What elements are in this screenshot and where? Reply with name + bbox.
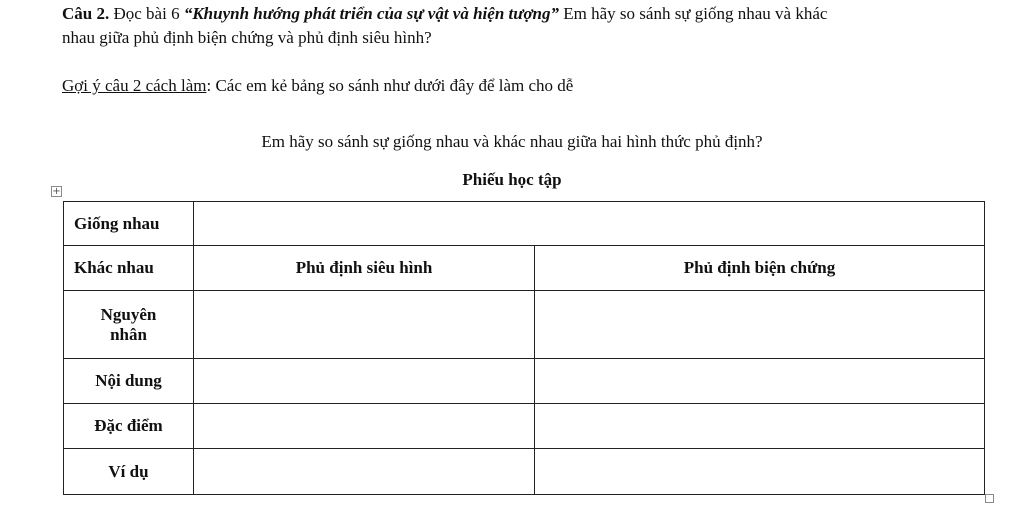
row-label-content: Nội dung — [64, 359, 194, 404]
row-label-cause — [64, 291, 194, 359]
table-resize-icon[interactable] — [985, 494, 994, 503]
table-row — [64, 246, 985, 291]
answer-cell[interactable] — [535, 449, 985, 495]
question-intro: Đọc bài 6 — [109, 4, 184, 23]
question-line-2: nhau giữa phủ định biện chứng và phủ định siêu hình? — [62, 28, 432, 47]
comparison-table — [63, 201, 985, 495]
comparison-prompt: Em hãy so sánh sự giống nhau và khác nhau giữa hai hình thức phủ định? — [261, 132, 763, 151]
answer-cell[interactable] — [535, 291, 985, 359]
similar-answer-cell[interactable] — [194, 202, 985, 246]
similar-label-cell: Giống nhau — [64, 202, 194, 246]
answer-cell[interactable] — [535, 404, 985, 449]
hint-label: Gợi ý câu 2 cách làm — [62, 76, 207, 95]
table-row — [64, 291, 985, 359]
table-row — [64, 359, 985, 404]
table-move-icon[interactable]: + — [52, 186, 61, 197]
question-text-1: Em hãy so sánh sự giống nhau và khác — [559, 4, 828, 23]
hint-line — [62, 75, 573, 97]
answer-cell[interactable] — [194, 449, 535, 495]
answer-cell[interactable] — [194, 404, 535, 449]
column-header-dialectical: Phủ định biện chứng — [535, 246, 985, 291]
row-label-cause-text: Nguyên nhân — [100, 304, 157, 344]
row-label-example: Ví dụ — [64, 449, 194, 495]
lesson-title: “Khuynh hướng phát triển của sự vật và hiện tượng” — [183, 4, 560, 23]
different-label-cell: Khác nhau — [64, 246, 194, 291]
question-label: Câu 2. — [62, 4, 110, 23]
question-line-1 — [62, 3, 827, 25]
answer-cell[interactable] — [535, 359, 985, 404]
table-row — [64, 202, 985, 246]
table-row — [64, 449, 985, 495]
worksheet-title: Phiếu học tập — [462, 170, 562, 189]
answer-cell[interactable] — [194, 291, 535, 359]
hint-text: : Các em kẻ bảng so sánh như dưới đây để làm cho dễ — [206, 76, 574, 95]
column-header-metaphysical: Phủ định siêu hình — [194, 246, 535, 291]
answer-cell[interactable] — [194, 359, 535, 404]
row-label-features: Đặc điểm — [64, 404, 194, 449]
table-row — [64, 404, 985, 449]
